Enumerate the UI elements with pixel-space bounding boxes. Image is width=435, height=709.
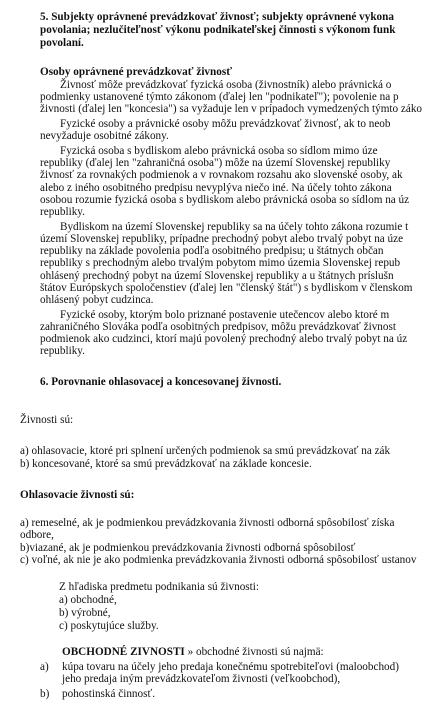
paragraph-line: republiky s prechodným alebo trvalým pobytom mimo územia Slovenskej repub [40,257,401,269]
section-5-title: povolaní. [40,37,84,49]
paragraph-line: živnosť za rovnakých podmienok a v rovnakom rozsahu ako slovenské osoby, ak [40,169,403,181]
section-5-title: 5. Subjekty oprávnené prevádzkovať živnosť; subjekty oprávnené vykona [40,11,394,23]
paragraph-line: Živnosť môže prevádzkovať fyzická osoba (živnostník) alebo právnická o [60,79,392,91]
paragraph-line: podmienky ustanovené týmto zákonom (ďalej len "podnikateľ"); povolenie na p [40,91,399,103]
obchodne-heading-rest: » obchodné živnosti sú najmä: [184,646,324,658]
list-item: a) remeselné, ak je podmienkou prevádzkovania živnosti odborná spôsobilosť získa [20,517,395,529]
paragraph-line: nevyžaduje osobitné zákony. [40,130,169,142]
paragraph-line: republiky na základe povolenia podľa osobitného predpisu; u štátnych občan [40,245,384,257]
obchodne-heading [62,646,324,658]
list-item: a) obchodné, [59,594,117,606]
ohlasovacie-heading: Ohlasovacie živnosti sú: [20,489,135,501]
list-item: jeho predaja iným prevádzkovateľom živnosti (veľkoobchod), [62,673,341,685]
list-item: odbore, [20,529,54,541]
paragraph-line: Fyzická osoba s bydliskom alebo právnická osoba so sídlom mimo úze [60,145,378,157]
types-intro: Živnosti sú: [20,414,74,426]
paragraph-line: ohlásený pobyt cudzinca. [40,294,154,306]
paragraph-line: alebo z iného osobitného predpisu nevyplýva niečo iné. Na účely tohto zákona [40,182,392,194]
paragraph-line: Bydliskom na území Slovenskej republiky sa na účely tohto zákona rozumie t [60,221,409,233]
paragraph-line: Fyzické osoby a právnické osoby môžu prevádzkovať živnosť, ak to neob [60,118,391,130]
list-item: a) ohlasovacie, ktoré pri splnení určených podmienok sa smú prevádzkovať na zák [20,445,391,457]
obchodne-heading-title: OBCHODNÉ ZIVNOSTI [62,646,185,658]
paragraph-line: podmienok ako cudzinci, ktorí majú povolený prechodný alebo trvalý pobyt na úz [40,333,408,345]
list-marker: b) [40,688,50,700]
paragraph-line: republiky (ďalej len "zahraničná osoba") môže na území Slovenskej republiky [40,157,391,169]
paragraph-line: území Slovenskej republiky, prípadne prechodný pobyt alebo trvalý pobyt na úze [40,233,404,245]
paragraph-line: ohlásený prechodný pobyt na území Slovenskej republiky a u štátnych príslušn [40,270,394,282]
section-5-title: povolania; nezlučiteľnosť výkonu podnikateľskej činnosti s výkonom funk [40,24,396,36]
list-item: b)viazané, ak je podmienkou prevádzkovania živnosti odborná spôsobilosť [20,542,356,554]
paragraph-line: republiky. [40,206,85,218]
subheading: Osoby oprávnené prevádzkovať živnosť [40,66,233,78]
list-marker: a) [40,661,49,673]
list-item: kúpa tovaru na účely jeho predaja konečnému spotrebiteľovi (maloobchod) [62,661,399,673]
list-item: c) poskytujúce služby. [59,620,159,632]
section-6-title: 6. Porovnanie ohlasovacej a koncesovanej živnosti. [40,376,282,388]
paragraph-line: zahraničného Slováka podľa osobitných predpisov, môžu prevádzkovať živnost [40,321,396,333]
paragraph-line: Fyzické osoby, ktorým bolo priznané postavenie utečencov alebo ktoré m [60,309,390,321]
predmet-heading: Z hľadiska predmetu podnikania sú živnosti: [59,581,259,593]
paragraph-line: republiky. [40,345,85,357]
paragraph-line: osobou rozumie fyzická osoba s bydliskom alebo právnická osoba so sídlom na úz [40,194,410,206]
list-item: b) koncesované, ktoré sa smú prevádzkovať na základe koncesie. [20,458,312,470]
list-item: c) voľné, ak nie je ako podmienka prevádzkovania živnosti odborná spôsobilosť ustanov [20,554,417,566]
list-item: b) výrobné, [59,607,111,619]
list-item: pohostinská činnosť. [62,688,156,700]
paragraph-line: štátov Európskych spoločenstiev (ďalej len "členský štát") s bydliskom v členskom [40,282,413,294]
paragraph-line: živnosti (ďalej len "koncesia") sa vyžaduje len v prípadoch vymedzených týmto záko [40,103,423,115]
